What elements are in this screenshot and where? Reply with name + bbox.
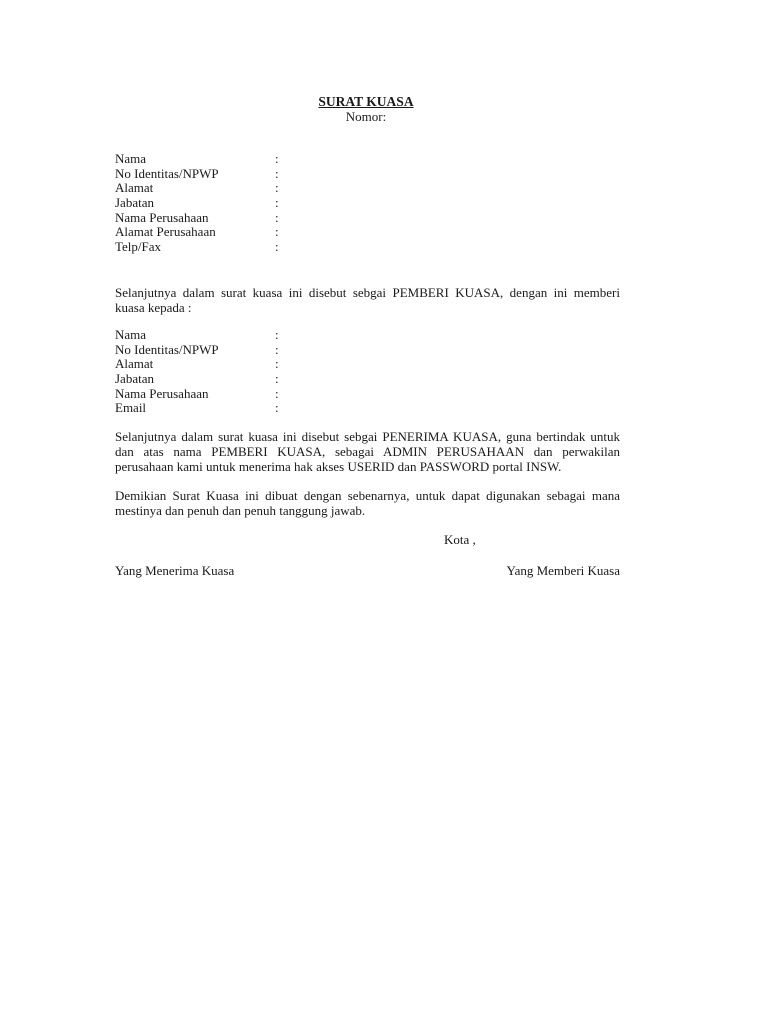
field-label: Jabatan [115, 371, 154, 387]
field-colon: : [275, 209, 279, 225]
paragraph-line: perusahaan kami untuk menerima hak akses USERID dan PASSWORD portal INSW. [115, 459, 562, 475]
field-colon: : [275, 371, 279, 387]
field-label: No Identitas/NPWP [115, 165, 219, 181]
field-colon: : [275, 327, 279, 342]
field-colon: : [275, 180, 279, 196]
field-colon: : [275, 165, 279, 181]
signature-giver-label: Yang Memberi Kuasa [506, 563, 620, 578]
signature-receiver-label: Yang Menerima Kuasa [115, 563, 235, 578]
field-label: No Identitas/NPWP [115, 341, 219, 357]
field-label: Alamat [115, 356, 154, 372]
closing-paragraph [115, 488, 620, 518]
paragraph-line: kuasa kepada : [115, 300, 192, 316]
field-label: Email [115, 400, 147, 416]
paragraph-line: Demikian Surat Kuasa ini dibuat dengan sebenarnya, untuk dapat digunakan sebagai mana [115, 488, 620, 503]
field-colon: : [275, 356, 279, 372]
field-label: Telp/Fax [115, 239, 162, 255]
field-label: Nama Perusahaan [115, 385, 209, 401]
giver-paragraph [115, 285, 620, 315]
field-label: Jabatan [115, 195, 154, 211]
paragraph-line: Selanjutnya dalam surat kuasa ini disebut sebgai PENERIMA KUASA, guna bertindak untuk [115, 429, 620, 444]
paragraph-line: mestinya dan penuh dan penuh tanggung jawab. [115, 503, 366, 519]
field-label: Nama Perusahaan [115, 209, 209, 225]
field-label: Alamat Perusahaan [115, 224, 216, 240]
field-colon: : [275, 385, 279, 401]
receiver-paragraph [115, 429, 620, 475]
field-colon: : [275, 224, 279, 240]
field-colon: : [275, 400, 279, 416]
field-label: Nama [115, 151, 147, 166]
field-label: Alamat [115, 180, 154, 196]
city-date-line: Kota , [444, 532, 476, 547]
paragraph-line: Selanjutnya dalam surat kuasa ini disebut sebgai PEMBERI KUASA, dengan ini memberi [115, 285, 620, 300]
field-colon: : [275, 151, 279, 166]
document-number-label: Nomor: [345, 109, 387, 124]
document-title: SURAT KUASA [318, 94, 414, 109]
field-label: Nama [115, 327, 147, 342]
field-colon: : [275, 195, 279, 211]
paragraph-line: dan atas nama PEMBERI KUASA, sebagai ADMIN PERUSAHAAN dan perwakilan [115, 444, 620, 460]
field-colon: : [275, 239, 279, 255]
field-colon: : [275, 341, 279, 357]
